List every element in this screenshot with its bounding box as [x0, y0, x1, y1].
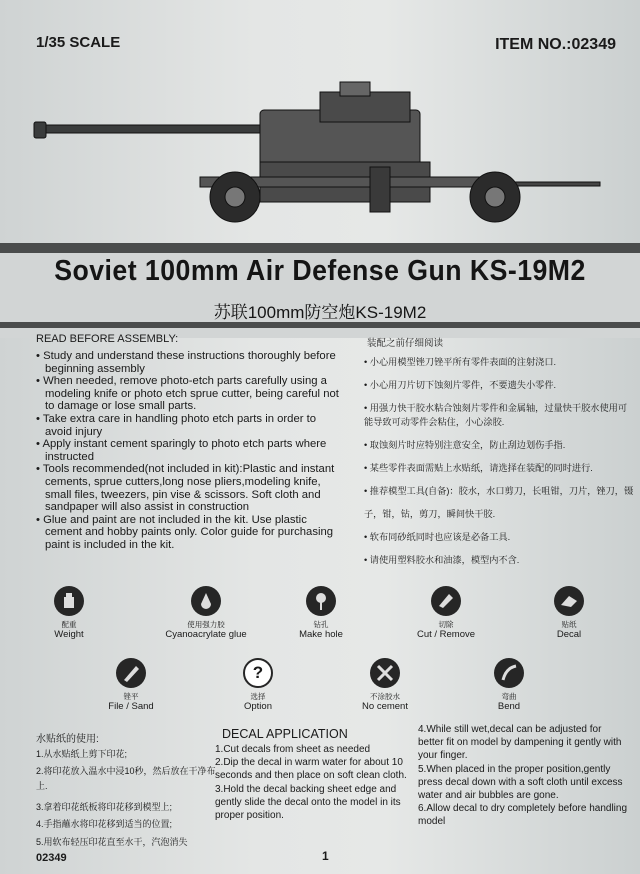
- decal-heading-chinese: 水贴纸的使用:: [36, 734, 99, 745]
- page-title: Soviet 100mm Air Defense Gun KS-19M2: [54, 255, 586, 287]
- symbol-file: 锉平 File / Sand: [86, 658, 176, 712]
- decal-steps-4-6: [418, 723, 628, 829]
- glue-icon: [191, 586, 221, 616]
- list-item: • 请使用塑料胶水和油漆，模型内不含.: [364, 549, 634, 572]
- list-item: 3.Hold the decal backing sheet edge and gently slide the decal onto the model in its proper position.: [215, 783, 401, 822]
- drill-icon: [306, 586, 336, 616]
- list-item: • Apply instant cement sparingly to photo etch parts where instructed: [36, 438, 346, 463]
- symbol-make-hole: 钻孔 Make hole: [276, 586, 366, 640]
- weight-icon: [54, 586, 84, 616]
- title-band-rule: [0, 322, 640, 328]
- read-before-heading: READ BEFORE ASSEMBLY:: [36, 333, 179, 345]
- bend-icon: [494, 658, 524, 688]
- symbol-option: ? 选择 Option: [213, 658, 303, 712]
- list-item: 4.手指蘸水将印花移到适当的位置;: [36, 819, 173, 829]
- symbol-decal: 贴纸 Decal: [524, 586, 614, 640]
- symbol-weight: 配重 Weight: [24, 586, 114, 640]
- no-cement-icon: [370, 658, 400, 688]
- decal-icon: [554, 586, 584, 616]
- decal-steps-chinese: [36, 746, 216, 851]
- list-item: • 用强力快干胶水粘合蚀刻片零件和金属轴，过量快干胶水使用可能导致可动零件会粘住，小心涂胶.: [364, 397, 634, 434]
- list-item: • 取蚀刻片时应特别注意安全，防止刮边划伤手指.: [364, 434, 634, 457]
- list-item: • Take extra care in handling photo etch parts in order to avoid injury: [36, 413, 346, 438]
- decal-steps-1-3: [215, 743, 415, 822]
- list-item: 2.将印花放入温水中浸10秒，然后放在干净布上.: [36, 765, 216, 791]
- scale-label: 1/35 SCALE: [36, 34, 121, 51]
- cut-icon: [431, 586, 461, 616]
- list-item: • Glue and paint are not included in the kit. Use plastic cement and hobby paints only. Color guide for purchasing paint is included in the kit.: [36, 514, 346, 552]
- list-item: • 软布同砂纸同时也应该是必备工具.: [364, 526, 634, 549]
- gun-illustration: [20, 72, 620, 242]
- list-item: • 某些零件表面需贴上水贴纸，请选择在装配的同时进行.: [364, 457, 634, 480]
- list-item: • When needed, remove photo-etch parts carefully using a modeling knife or photo etch sprue cutter, being careful not to damage or lose small parts.: [36, 375, 346, 413]
- list-item: • 推荐模型工具(自备)：胶水，水口剪刀，长咀钳，刀片，锉刀，镊子，钳，钻，剪刀，瞬间快干胶.: [364, 480, 634, 526]
- list-item: • Tools recommended(not included in kit):Plastic and instant cements, sprue cutters,long nose pliers,modeling knife, small files, tweezers, pin vise & scissors. Soft cloth and sandpaper will also assist in construction: [36, 463, 346, 513]
- file-icon: [116, 658, 146, 688]
- decal-heading: DECAL APPLICATION: [222, 727, 348, 741]
- symbol-no-cement: 不涂胶水 No cement: [340, 658, 430, 712]
- list-item: 4.While still wet,decal can be adjusted for better fit on model by dampening it gently with your finger.: [418, 724, 622, 762]
- list-item: • 小心用刀片切下蚀刻片零件，不要遗失小零件.: [364, 374, 634, 397]
- option-icon: ?: [243, 658, 273, 688]
- symbol-bend: 弯曲 Bend: [464, 658, 554, 712]
- read-before-list-chinese: [364, 351, 634, 572]
- page-title-chinese: 苏联100mm防空炮KS-19M2: [213, 303, 427, 322]
- list-item: 2.Dip the decal in warm water for about 10 seconds and then place on soft clean cloth.: [215, 757, 407, 782]
- page-number: 1: [322, 849, 329, 863]
- list-item: • Study and understand these instructions thoroughly before beginning assembly: [36, 350, 346, 375]
- symbol-cut: 切除 Cut / Remove: [401, 586, 491, 640]
- list-item: 1.从水贴纸上剪下印花;: [36, 749, 128, 759]
- item-number: ITEM NO.:02349: [495, 36, 616, 53]
- footer-item-number: 02349: [36, 852, 67, 864]
- list-item: 6.Allow decal to dry completely before handling model: [418, 803, 628, 828]
- list-item: • 小心用模型锉刀锉平所有零件表面的注射浇口.: [364, 351, 634, 374]
- list-item: 3.拿着印花纸板将印花移到模型上;: [36, 801, 173, 812]
- list-item: 5.When placed in the proper position,gently press decal down with a soft cloth until excess water and air bubbles are gone.: [418, 763, 623, 802]
- symbol-legend: [36, 580, 616, 710]
- symbol-glue: 使用强力胶 Cyanoacrylate glue: [151, 586, 261, 640]
- list-item: 1.Cut decals from sheet as needed: [215, 744, 371, 755]
- read-before-heading-chinese: 装配之前仔细阅读: [367, 338, 444, 349]
- read-before-list: [36, 350, 346, 552]
- list-item: 5.用软布轻压印花直至水干，汽泡消失: [36, 836, 188, 847]
